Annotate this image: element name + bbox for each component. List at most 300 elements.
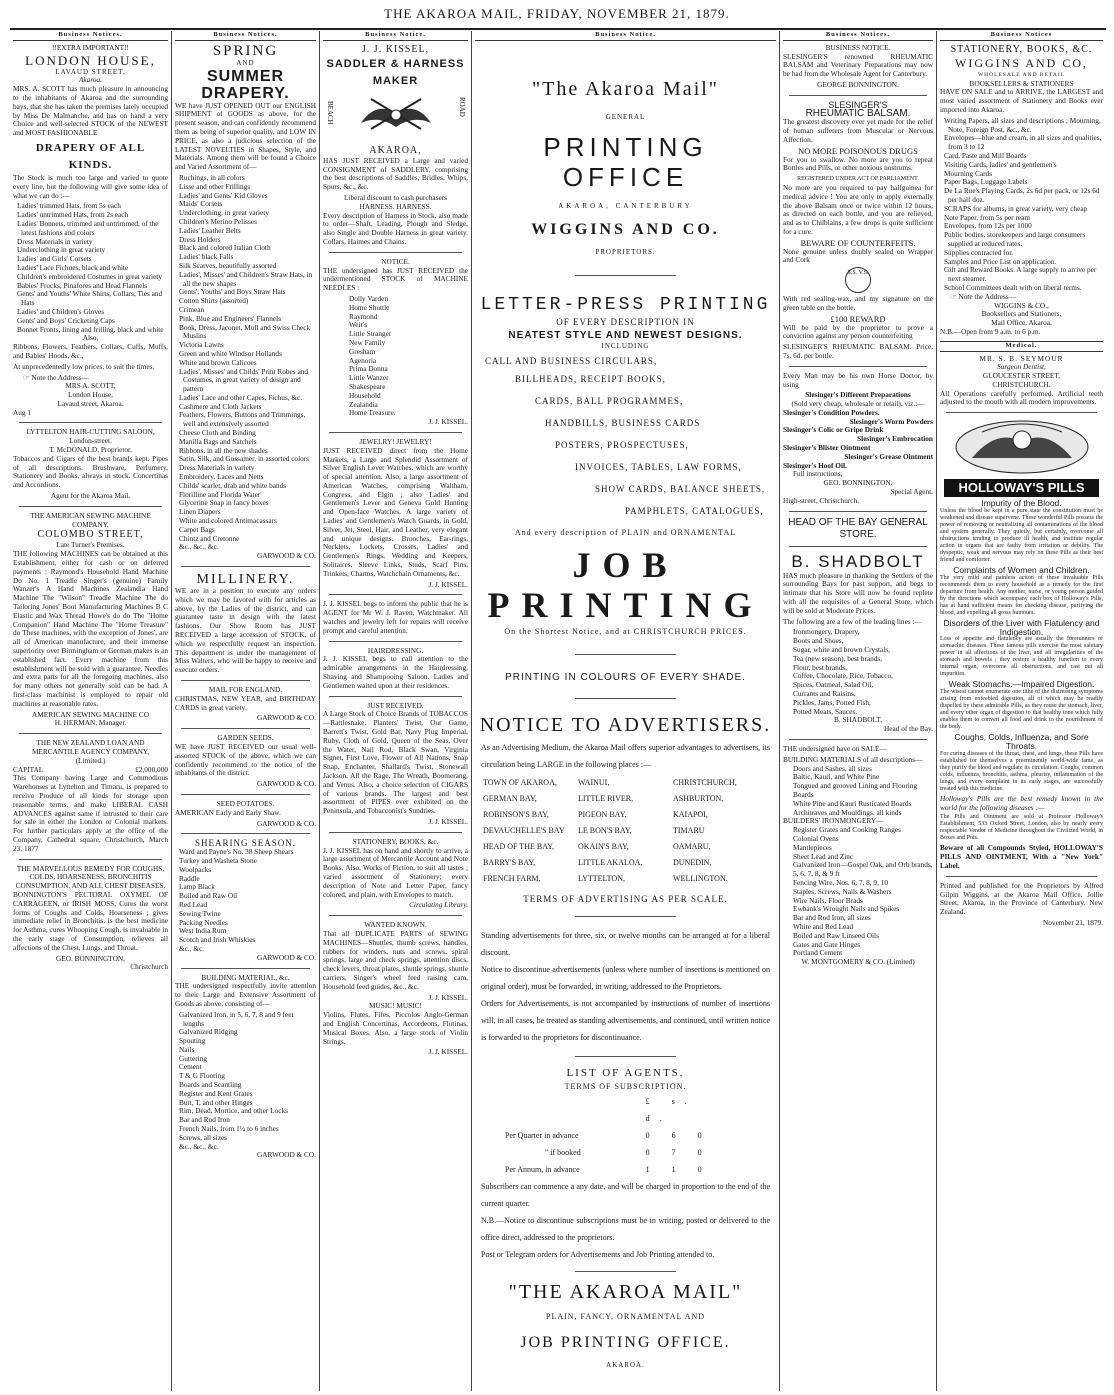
nb-text: N.B.—Notice to discontinue subscriptions must be in writing, posted or delivered to the office direct, addressed to the proprietors.: [481, 1215, 770, 1242]
spring-heading: SPRING: [212, 42, 279, 59]
list-item: Boiled and Raw Linseed Oils: [793, 930, 879, 940]
list-item: Raymond: [349, 311, 378, 321]
list-item: Ladies', Misses' and Children's Straw Hats, in all the new shapes: [179, 269, 313, 288]
place-item: PIGEON BAY,: [578, 809, 627, 819]
list-item: PAMPHLETS, CATALOGUES,: [625, 505, 764, 516]
discontinue-text: Notice to discontinue advertisements (unless where number of insertions is mentioned on original order), must be forwarded, in writing, addressed to the Proprietors.: [481, 964, 770, 991]
shadbolt-list: [783, 628, 933, 716]
list-item: Envelopes—blue and cream, in all sizes and qualities, from 3 to 12: [944, 133, 1102, 152]
full-instructions: Full instructions,: [793, 469, 843, 479]
list-item: Red Lead: [179, 899, 208, 909]
nz-body: This Company having Large and Commodious Warehouses at Lyttelton and Timaru, is prepared to receive Produce of all kinds for storage upon reasonable terms, and make LIBERAL CASH ADVANCES against same if intrusted to their care for sale in either the London or Colonial markets. For further particulars apply at the office of the Company, Cathedral square, Christchurch, March 23, 1877: [13, 773, 168, 853]
harness-heading: HARNESS. HARNESS.: [359, 201, 432, 211]
divider: [329, 696, 462, 697]
list-item: Victoria Lawns: [179, 340, 224, 350]
beware-heading: BEWARE OF COUNTERFEITS.: [800, 237, 916, 248]
lyttelton-proprietor: T. McDONALD, Proprietor.: [49, 445, 132, 455]
list-item: Screws, all sizes: [179, 1132, 228, 1142]
liver-body: Loss of appetite and flatulency are usually the forerunners of stomachic diseases. These famous pills exercise the most salutary power in all affections of the liver, and all irregularities of the stomach and bowels ; they restore a healthy function to every internal organ, overcome all obstructions, and cast out all impurities.: [940, 636, 1103, 678]
coughs-body: For curing diseases of the throat, chest, and lungs, these Pills have established for themselves a preeminently world-wide fame, as they purify the blood and regulate its circulation. Coughs, common colds, influenza, bronchitis, asthma, pleurisy, inflammation of the lungs, and every complaint in its early stages, are successfully treated with this medicine.: [940, 750, 1103, 792]
list-item: Coffee, Chocolate, Rice, Tobacco,: [793, 671, 893, 681]
column-5: [780, 31, 937, 1391]
list-item: Card, Paste and Mill Boards: [944, 150, 1027, 160]
gloucester-street: GLOUCESTER STREET,: [982, 371, 1061, 381]
list-item: Ladies' Lace and other Capes, Fichus, &c.: [179, 392, 303, 402]
saddler-body: HAS JUST RECEIVED a Large and varied CONSIGNMENT of SADDLERY, comprising the best descriptions of Saddles, Bridles, Whips, Spurs, &c., &c.: [323, 155, 468, 192]
pointing-hand-icon: ☞: [23, 372, 30, 382]
column-4: [472, 31, 780, 1391]
remedy-title: THE MARVELLOUS REMEDY FOR COUGHS, COLDS, HOARSENESS, BRONCHITIS CONSUMPTION, AND ALL CHEST DISEASES.: [15, 863, 166, 891]
subs-value: 0 6 0: [645, 1130, 712, 1140]
list-item: Home Shuttle: [349, 302, 390, 312]
list-item: Ladies' black Falls: [179, 252, 234, 262]
no-more-drugs: NO MORE POISONOUS DRUGS: [798, 145, 918, 156]
christchurch-label: CHRISTCHURCH.: [992, 379, 1051, 389]
list-item: Pink, Blue and Engineers' Flannels: [179, 313, 282, 323]
list-item: Spouting: [179, 1036, 206, 1046]
list-item: Scotch and Irish Whiskies: [179, 935, 256, 945]
swallow-text: For you to swallow. No more are you to repeat Bottles and Pills, or other noxious nostrums.: [783, 154, 933, 173]
list-item: Cheese Cloth and Binding: [179, 428, 256, 438]
stationery-intro: HAVE ON SALE and to ARRIVE, the LARGEST and most varied assortment of Stationery and Books ever imported into Akaroa.: [940, 87, 1103, 114]
list-item: Currants and Raisins,: [793, 689, 856, 699]
list-item: Nails: [179, 1044, 195, 1054]
place-item: DUNEDIN,: [673, 857, 712, 867]
list-item: Woolpacks: [179, 864, 212, 874]
drapery-list: [13, 202, 168, 334]
list-item: Silk Scarves, beautifully assorted: [179, 260, 277, 270]
list-item: Tea (new season), best brands,: [793, 653, 883, 663]
holloway-emblem-icon: [952, 418, 1092, 476]
sewing-late: Late Turner's Premises.: [56, 540, 125, 550]
note-label: Note the Address—: [31, 372, 89, 382]
job-printing-heading: JOB PRINTING: [487, 544, 764, 625]
nz-limited: (Limited.): [75, 755, 106, 765]
slesinger-heading: SLESINGER'S: [828, 99, 888, 110]
following-text: The following are a few of the leading lines :—: [783, 616, 922, 626]
list-item: Raddle: [179, 873, 200, 883]
list-item: Gresham: [349, 346, 376, 356]
subs-spacer: [716, 1127, 746, 1144]
garwood-sign: GARWOOD & CO.: [257, 1150, 316, 1160]
list-item: Green and white Windsor Hollands: [179, 348, 282, 358]
building-list: [175, 1011, 316, 1152]
list-item: Mourning Cards: [944, 168, 993, 178]
list-item: Ladies' Leather Belts: [179, 225, 241, 235]
manufactured-text: The Pills and Ointment are sold at Professor Holloway's Establishment, 533 Oxford Street, London, also by nearly every respectable Vendor of Medicine throughout the Civilized World, in Boxes and Pots.: [940, 814, 1103, 842]
garwood-sign: GARWOOD & CO.: [257, 779, 316, 789]
column-2: [172, 31, 320, 1391]
lyttelton-agent: Agent for the Akaroa Mail.: [50, 491, 131, 501]
list-item: Ladies' and Gents' Kid Gloves: [179, 190, 268, 200]
column-header: Business Notices: [940, 31, 1103, 41]
remedy-town: Christchurch: [130, 962, 168, 972]
agents-heading: LIST OF AGENTS.: [566, 1066, 685, 1079]
list-item: Ladies' Lace Fichues, black and white: [17, 262, 129, 272]
ironmongery-list: [783, 826, 933, 958]
kissel-sign: J. J. KISSEL.: [428, 1047, 468, 1057]
list-item: Carpet Bags: [179, 524, 215, 534]
saddler-heading: SADDLER & HARNESS MAKER: [326, 57, 465, 87]
divider: [789, 739, 927, 740]
list-item: Bar and Rod Iron, all sizes: [793, 913, 871, 923]
shadbolt-place: Head of the Bay.: [884, 724, 933, 734]
list-item: New Family: [349, 337, 386, 347]
date-label: Aug 1: [13, 407, 32, 417]
note-label: Note the Address—: [958, 291, 1016, 301]
also-label: Also,: [82, 333, 99, 343]
list-item: Household: [349, 390, 381, 400]
ribbons-text: Ribbons, Flowers, Feathers, Collars, Cuffs, Muffs, and Babies' Hoods, &c.,: [13, 342, 168, 360]
list-item: Children's Merino Pelisses: [179, 216, 257, 226]
place-item: OAMARU,: [673, 841, 711, 851]
music-body: Violins, Flutes, Fifes, Piccolos Anglo-German and English Concertinas, Accordeons, Flutinas, Musical Boxes. Also, a large stock of Violin Strings.: [323, 1010, 468, 1046]
list-item: Galvanized Iron, in 5, 6, 7, 8 and 9 feet lengths: [179, 1009, 294, 1028]
column-header: Business Notice.: [323, 31, 468, 41]
stationery-heading: STATIONERY, BOOKS, &C.: [950, 43, 1093, 55]
list-item: Supplies contracted for.: [944, 247, 1014, 257]
list-item: Ruchings, in all colors: [179, 172, 245, 182]
list-item: Slesinger's Embrocation: [857, 434, 933, 444]
list-item: Shakespeare: [349, 381, 386, 391]
jewelry-body: JUST RECEIVED direct from the Home Markets, a Large and Splendid Assortment of Silver English Lever Watches, which are worthy of special attention. Also, a large assortment of American Watches, comprising Waltham, Congress, and Elgin ; also Ladies' and Gentlemen's Lever and Geneva Gold Hunting and Open-face Watches. A large variety of Ladies' and Gentlemen's Watch Guards, in Gold, Silver, Jet, Steel, Hair, and Leather, very elegant and unique designs. Brooches, Ear-rings, Necklets, Lockets, Crosses, Ladies' and Gentlemen's Rings, Wedding and Keepers, Solitaires, Sleeve Links, Studs, Scarf Pins, Trinkets, Charms, Watchchain Ornaments, &c.: [323, 445, 468, 578]
beware-compounds: Beware of all Compounds Styled, HOLLOWAY'S PILLS AND OINTMENT, With a "New York" Label.: [940, 843, 1103, 871]
divider: [329, 432, 462, 433]
general-label: GENERAL: [605, 112, 646, 121]
divider: [575, 1056, 676, 1057]
list-item: Dress Materials in variety: [17, 236, 93, 246]
kissel-sign: J. J. KISSEL.: [428, 579, 468, 589]
wiggins-heading: WIGGINS AND CO.: [531, 221, 720, 239]
place-item: DEVAUCHELLE'S BAY: [483, 825, 565, 835]
address-line-2: Booksellers and Stationers,: [981, 309, 1062, 319]
list-item: Dolly Varden: [349, 293, 388, 303]
seal-body: With red sealing-wax, and my signature on the green table on the bottle.: [783, 294, 933, 312]
list-item: French Nails, from 1½ to 6 inches: [179, 1124, 279, 1134]
subs-spacer: [716, 1093, 746, 1127]
stationery-list: [940, 117, 1103, 293]
list-item: Spices, Oatmeal, Salad Oil,: [793, 680, 874, 690]
spring-list: [175, 174, 316, 552]
stationery-body: J. J. KISSEL has on hand and shortly to arrive, a large assortment of Mercantile Account and Note Books. Also, Works of Fiction, to suit all tastes ; varied assortment of Stationery; every description of Note and Letter Paper, fancy colored, and plain, with Envelopes to match.: [323, 845, 468, 899]
garwood-sign: GARWOOD & CO.: [257, 818, 316, 828]
list-item: Prima Donna: [349, 364, 388, 374]
address-line-1: WIGGINS & CO.,: [994, 300, 1049, 310]
sewing-manager: H. HERMAN, Manager.: [54, 718, 127, 728]
impurity-heading: Impurity of the Blood.: [981, 498, 1062, 509]
list-item: Bar and Rod Iron: [179, 1115, 230, 1125]
list-item: Ladies' trimmed Hats, from 5s each: [17, 201, 121, 211]
list-item: Embroidery, Laces and Netts: [179, 472, 264, 482]
kissel-sign: J. J. KISSEL.: [428, 417, 468, 427]
orders-text: Orders for Advertisements, is not accompanied by instructions of number of insertions will, in all cases, be treated as standing advertisements, and continued, until written notice is forwarded to the proprietors for discontinuance.: [481, 998, 770, 1042]
wanted-body: That all DUPLICATE PARTS of SEWING MACHINES—Shuttles, thumb screws, handles, rubbers for winders, nuts and screws, spiral springs, large and check springs, attention discs, check levers, throat plates, shuttle springs, shuttle carriers, Singer's wheel feed raising cam, Household feed guides, &c., &c.: [323, 928, 468, 991]
list-item: Register and Kent Grates: [179, 1088, 253, 1098]
list-item: CARDS, BALL PROGRAMMES,: [535, 395, 684, 406]
column-6: [937, 31, 1106, 1391]
bonnington-name: GEORGE BONNINGTON.: [817, 79, 899, 89]
divider: [946, 412, 1097, 413]
list-item: Public bodies, storekeepers and large consumers supplied at reduced rates.: [944, 230, 1086, 248]
place-item: LYTTELTON,: [578, 873, 625, 883]
letterpress-heading: LETTER-PRESS PRINTING: [480, 295, 771, 316]
list-item: Doors and Sashes, all sizes: [793, 763, 872, 773]
divider: [575, 916, 676, 917]
sewing-street: COLOMBO STREET,: [37, 529, 144, 541]
list-item: Gents' and Boys' Cricketing Caps: [17, 315, 115, 325]
subs-value: 1 1 0: [645, 1164, 712, 1174]
operations-text: All Operations carefully performed. Artificial teeth adjusted to the mouth with all modern improvements.: [940, 388, 1103, 407]
place-item: GERMAN BAY,: [483, 793, 537, 803]
list-item: Crimean: [179, 304, 205, 314]
address-line-3: Mail Office, Akaroa.: [991, 318, 1052, 328]
list-item: Manilla Bags and Satchels: [179, 436, 257, 446]
place-item: TOWN OF AKAROA,: [483, 777, 557, 787]
subs-col-header: £ s. d.: [645, 1096, 697, 1123]
proprietors-label: PROPRIETORS.: [595, 248, 656, 257]
divider: [181, 566, 310, 567]
drapery-heading: DRAPERY OF ALL KINDS.: [35, 141, 146, 171]
list-item: Gents' and Youths' White Shirts, Collars, Ties and Hats: [17, 289, 163, 308]
notice-heading: NOTICE.: [381, 256, 410, 266]
business-notice-heading: BUSINESS NOTICE.: [825, 42, 891, 52]
list-item: Visiting Cards, ladies' and gentlemen's: [944, 159, 1057, 169]
kissel-sign: J. J. KISSEL.: [428, 992, 468, 1002]
list-item: &c., &c.: [179, 943, 205, 953]
divider: [19, 422, 162, 423]
place-item: ROBINSON'S BAY,: [483, 809, 549, 819]
list-item: Packing Needles: [179, 917, 228, 927]
column-1: [10, 31, 172, 1391]
spring-intro: WE have JUST OPENED OUT our ENGLISH SHIPMENT of GOODS as above, for the present season, and can confidently recommend them as being of superior quality, and LOW IN PRICE, as also a judicious selection of the LATEST NOVELTIES in Shapes, Style, and Materials. Among them will be found a Choice and Varied Assortment of—: [175, 100, 316, 172]
needles-list: [323, 295, 468, 418]
column-3: [320, 31, 472, 1391]
list-item: Lamp Black: [179, 882, 215, 892]
list-item: Writing Papers, all sizes and descriptions ; Mourning, Note, Foreign Post, &c., &c.: [944, 115, 1101, 134]
balsam-heading: RHEUMATIC BALSAM.: [805, 107, 911, 119]
list-item: Flour, best brands,: [793, 662, 848, 672]
list-item: Dress Holders: [179, 234, 221, 244]
shadbolt-body: HAS much pleasure in thanking the Settlers of the surrounding Bays for past support, and begs to intimate that his Store will now be found replete with all the requisites of a General Store, which will be sold at Moderate Prices.: [783, 570, 933, 615]
divider: [181, 680, 310, 681]
place-item: HEAD OF THE BAY,: [483, 841, 554, 851]
list-item: Butt, T, and other Hinges: [179, 1097, 253, 1107]
remedy-sign: GEO. BONNINGTON,: [56, 953, 125, 963]
list-item: Turkey and Washeta Stone: [179, 855, 257, 865]
harness-body: Every description of Harness in Stock, also made to order—Shaft, Leading, Plough and Sledge, also Single and Double Harness in great variety. Collars, Haimes and Chains.: [323, 210, 468, 246]
list-item: Book, Dress, Jaconet, Mull and Swiss Check Muslins: [179, 322, 311, 341]
list-item: Ladies' and Girls' Corsets: [17, 254, 92, 264]
christmas-cards: CHRISTMAS, NEW YEAR, and BIRTHDAY CARDS in great variety.: [175, 693, 316, 712]
builders-intro: THE undersigned have on SALE—: [783, 744, 887, 753]
place-item: TIMARU: [673, 825, 705, 835]
list-item: Gents', Youths' and Boys Straw Hats: [179, 287, 286, 297]
reward-heading: £100 REWARD: [830, 313, 886, 324]
garden-seeds-body: WE have JUST RECEIVED our usual well-assorted STOCK of the above, which we can confidently recommend to the notice of the inhabitants of the district.: [175, 741, 316, 778]
holloway-banner: HOLLOWAY'S PILLS: [944, 479, 1099, 497]
printing-office-heading: PRINTING OFFICE: [543, 131, 708, 192]
garwood-sign: GARWOOD & CO.: [257, 713, 316, 723]
list-item: Underclothing in great variety: [17, 245, 106, 255]
list-item: Gates and Gate Hinges: [793, 939, 861, 949]
hairdressing-body: J. J. KISSEL begs to call attention to the admirable arrangements in the Hairdressing, Shaving and Shampooing Saloon. Ladies and Gentlemen waited upon at their residences.: [323, 654, 468, 690]
liver-heading: Disorders of the Liver with Flatulency and Indigestion.: [943, 617, 1100, 637]
hairdressing-heading: HAIRDRESSING.: [367, 645, 424, 655]
town-akaroa: Akaroa.: [78, 75, 103, 85]
list-item: West India Rum: [179, 926, 227, 936]
advertising-body: As an Advertising Medium, the Akaroa Mail offers superior advantages to advertisers, its circulation being LARGE in the following places :—: [481, 742, 770, 769]
beware-body: None genuine unless doubly sealed on Wrapper and Cork: [783, 246, 933, 265]
standing-text: Standing advertisements for three, six, or twelve months can be arranged at for a liberal discount.: [481, 930, 770, 957]
divider: [181, 833, 310, 834]
montgomery-sign: W. MONTGOMERY & CO. (Limited): [801, 957, 915, 967]
list-item: Satin, Silk, and Gossamer, in assorted colors: [179, 454, 310, 464]
scott-intro: MRS. A. SCOTT has much pleasure in announcing to the inhabitants of Akaroa and the surrounding bays, that she has taken the premises lately occupied by Miss De Malmanche, and has on hand a very Choice and well-selected STOCK of the NEWEST and MOST FASHIONABLE: [13, 84, 168, 138]
divider: [181, 968, 310, 969]
divider: [181, 728, 310, 729]
list-item: Boots and Shoes,: [793, 636, 844, 646]
place-item: FRENCH FARM,: [483, 873, 541, 883]
sewing-title: THE AMERICAN SEWING MACHINE COMPANY,: [30, 510, 151, 529]
builders-materials: BUILDING MATERIALS of all descriptions—: [783, 754, 923, 764]
divider: [789, 546, 927, 547]
list-item: Cashmere and Cloth Jackets: [179, 401, 262, 411]
circulating-library: Circulating Library.: [409, 900, 468, 910]
complaints-body: The very mild and painless action of these invaluable Pills recommends them to every household as a remedy for the first departure from health. Any mother, nurse, or young person guided by the directions which accompany each box of Holloway's Pills, has at hand sufficient means for checking disease, purifying the blood, and expelling all gross humours.: [940, 574, 1103, 616]
job-printing-office: JOB PRINTING OFFICE.: [520, 1333, 731, 1351]
place-item: KAIAPOI,: [673, 809, 708, 819]
remedy-body: BONNINGTON'S PECTORAL OXYMEL OF CARRAGEEN, or IRISH MOSS, Cures the worst forms of Coughs and Colds, Hoarseness ; gives immediate relief in Bronchitis, is the best medicine for Asthma, cures Whooping Cough, is invaluable in the early stage of Consumption, relieves all affections of the Chest, Lungs, and Throat.: [13, 889, 168, 952]
lyttelton-street: London-street.: [69, 436, 112, 446]
subs-note: Subscribers can commence a any date, and will be charged in proportion to the end of the current quarter.: [481, 1181, 770, 1208]
masthead: THE AKAROA MAIL, FRIDAY, NOVEMBER 21, 1879.: [384, 6, 730, 21]
including-label: INCLUDING: [601, 342, 650, 351]
capital-value: £2,000,000: [135, 764, 168, 774]
list-item: Ladies' untrimmed Hats, from 2s each: [17, 210, 129, 220]
divider: [789, 511, 927, 512]
mail-footer-title: "THE AKAROA MAIL": [508, 1280, 743, 1303]
music-heading: MUSIC! MUSIC!: [369, 1001, 422, 1011]
divider: [181, 794, 310, 795]
place-item: WAINUI,: [578, 777, 610, 787]
london-house-title: LONDON HOUSE,: [25, 52, 156, 68]
cash-discount: Liberal discount to cash purchasers: [344, 192, 447, 202]
list-item: Chintz and Cretonne: [179, 533, 240, 543]
akaroa-label: AKAROA,: [369, 144, 422, 156]
every-description: OF EVERY DESCRIPTION IN: [556, 317, 695, 328]
list-item: Fencing Wire, Nos. 6, 7, 8, 9, 10: [793, 877, 889, 887]
garwood-sign: GARWOOD & CO.: [257, 551, 316, 561]
complaints-heading: Complaints of Women and Children.: [953, 565, 1090, 576]
list-item: Bonnet Fronts, lining and frilling, black and white: [17, 324, 164, 334]
saddle-emblem: [323, 93, 468, 145]
column-header: Business Notice.: [475, 31, 776, 41]
place-item: CHRISTCHURCH,: [673, 777, 737, 787]
list-item: Lisse and other Frillings: [179, 181, 251, 191]
wiggins-heading: WIGGINS AND CO,: [955, 55, 1088, 70]
divider: [329, 832, 462, 833]
divider: [329, 252, 462, 253]
list-item: Children's embroidered Costumes in great variety: [17, 271, 162, 281]
list-item: Glycerine Soap in fancy boxes: [179, 498, 269, 508]
tobacco-body: A Large Stock of Choice Brands of TOBACCOS—Rattlesnake, Planters' Twist, Our Game, Barrett's Twist, Gold Bar, Navy Plug Imperial, Ruby, Cloth of Gold, Queen of the Seas, Over the Water, Nail Rod, Black Swan, Virginia Signet, First Love, Flower of All Nations, Snap Snap, Enchanter, Shallard's Twist, Stonewall Jackson, All the Rage, The Wreath, Boomerang, and Venus. Also, a choice selection of CIGARS of various brands. The largest and best assortment of PIPES ever exhibited on the Peninsula, and Tobacconist's Sundries.: [323, 709, 468, 816]
list-item: White and brown Calicoes: [179, 357, 257, 367]
road-label: ROAD: [458, 96, 466, 117]
divider: [19, 733, 162, 734]
column-header: Business Notices.: [13, 31, 168, 41]
address-line-2: London House,: [68, 390, 113, 400]
divider: [575, 698, 676, 699]
list-item: POSTERS, PROSPECTUSES,: [555, 439, 689, 450]
list-item: Florilline and Florida Water: [179, 489, 261, 499]
impurity-body: Unless the blood be kept in a pure state the constitution must be weakened and disease supervene. These wonderful Pills possess the power of removing or neutralizing all contaminations of the blood and system generally. They quietly, but certainly, overcome all obstructions tending to produce ill health, and institute regular action in organs that are faulty from irritation or debility. The dyspeptic, weak and nervous may rely on these Pills as their best friend and comforter.: [940, 508, 1103, 564]
list-item: Linen Diapers: [179, 507, 221, 517]
kissel-sign: J. J. KISSEL.: [428, 816, 468, 826]
plain-fancy: PLAIN, FANCY, ORNAMENTAL AND: [546, 1311, 705, 1321]
list-item: Babies' Frocks, Pinafores and Head Flannels: [17, 280, 148, 290]
address-line-1: MRS A. SCOTT,: [65, 381, 116, 391]
list-item: INVOICES, TABLES, LAW FORMS,: [575, 461, 742, 472]
divider: [575, 1271, 676, 1272]
list-item: Maids' Corsets: [179, 199, 223, 209]
places-grid: [475, 775, 776, 887]
akaroa-footer: AKAROA.: [606, 1360, 645, 1369]
subs-label: Per Annum, in advance: [505, 1164, 580, 1174]
pointing-hand-icon: ☞: [950, 291, 957, 301]
divider: [19, 859, 162, 860]
list-item: BILLHEADS, RECEIPT BOOKS,: [515, 373, 666, 384]
list-item: Feathers, Flowers, Buttons and Trimmings, well and extensively assorted: [179, 410, 306, 429]
list-item: School Committees dealt with on liberal terms.: [944, 282, 1082, 292]
summer-drapery-heading: SUMMER DRAPERY.: [201, 67, 290, 102]
seed-potatoes-heading: SEED POTATOES.: [216, 798, 275, 808]
subscription-table: [475, 1093, 776, 1178]
column-header: Business Notices.: [783, 31, 933, 41]
location-label: AKAROA, CANTERBURY: [558, 201, 693, 210]
horse-doctor-text: Every Man may be his own Horse Doctor, by using: [783, 370, 933, 389]
balsam-body: The greatest discovery ever yet made for the relief of human sufferers from Muscular or Nervous Affection.: [783, 117, 933, 144]
lyttelton-title: LYTTELTON HAIR-CUTTING SALOON,: [26, 427, 155, 437]
seymour-name: MR. S. B. SEYMOUR: [979, 353, 1064, 363]
list-item: Slesinger's Condition Powders.: [783, 407, 880, 417]
list-item: Boiled and Raw Oil: [179, 891, 238, 901]
place-item: WELLINGTON.: [673, 873, 728, 883]
subs-spacer: [716, 1161, 746, 1178]
list-item: SHOW CARDS, BALANCE SHEETS,: [595, 483, 766, 494]
special-agent: Special Agent.: [890, 487, 933, 497]
plain-ornamental: And every description of PLAIN and ORNAMENTAL: [514, 527, 737, 537]
list-item: Mantlepieces: [793, 842, 832, 852]
notice-advertisers-heading: NOTICE TO ADVERTISERS.: [479, 713, 772, 736]
column-header: Business Notices.: [175, 31, 316, 41]
kissel-name: J. J. KISSEL,: [361, 43, 430, 55]
list-item: Ladies', Misses' and Childs' Print Robes and Costumes, in great variety of design and pattern: [179, 366, 308, 394]
divider: [575, 654, 676, 655]
printed-by: Printed and published for the Proprietors by Alfred Gilpin Wiggins, at the Akaroa Mail Office, Jollie Street, Akaroa, in the Province of Canterbury, New Zealand.: [940, 880, 1103, 917]
list-item: Black and colored Italian Cloth: [179, 243, 271, 253]
extra-important: !!EXTRA IMPORTANT!!: [51, 42, 129, 52]
list-item: Weir's: [349, 320, 368, 330]
millinery-body: WE are in a position to execute any orders which we may be favored with for articles as above, by the Ladies of the district, and can guarantee taste in design with the latest fashions. Our Show Room has JUST RECEIVED a large accession of STOCK, of which we respectfully request an inspection. This department is under the management of Miss Walters, who will be happy to receive and execute orders.: [175, 586, 316, 675]
list-item: Ribbons, in all the new shades: [179, 445, 268, 455]
place-item: ASHBURTON,: [673, 793, 724, 803]
lavaud-street: LAVAUD STREET,: [55, 67, 126, 76]
list-item: Little Wanzer: [349, 373, 389, 383]
and-label: AND: [236, 58, 255, 67]
list-item: Samples and Price List on application.: [944, 256, 1057, 266]
list-item: Tongued and grooved Lining and Flooring Boards: [793, 781, 918, 799]
list-item: Sewing Twine: [179, 908, 221, 918]
